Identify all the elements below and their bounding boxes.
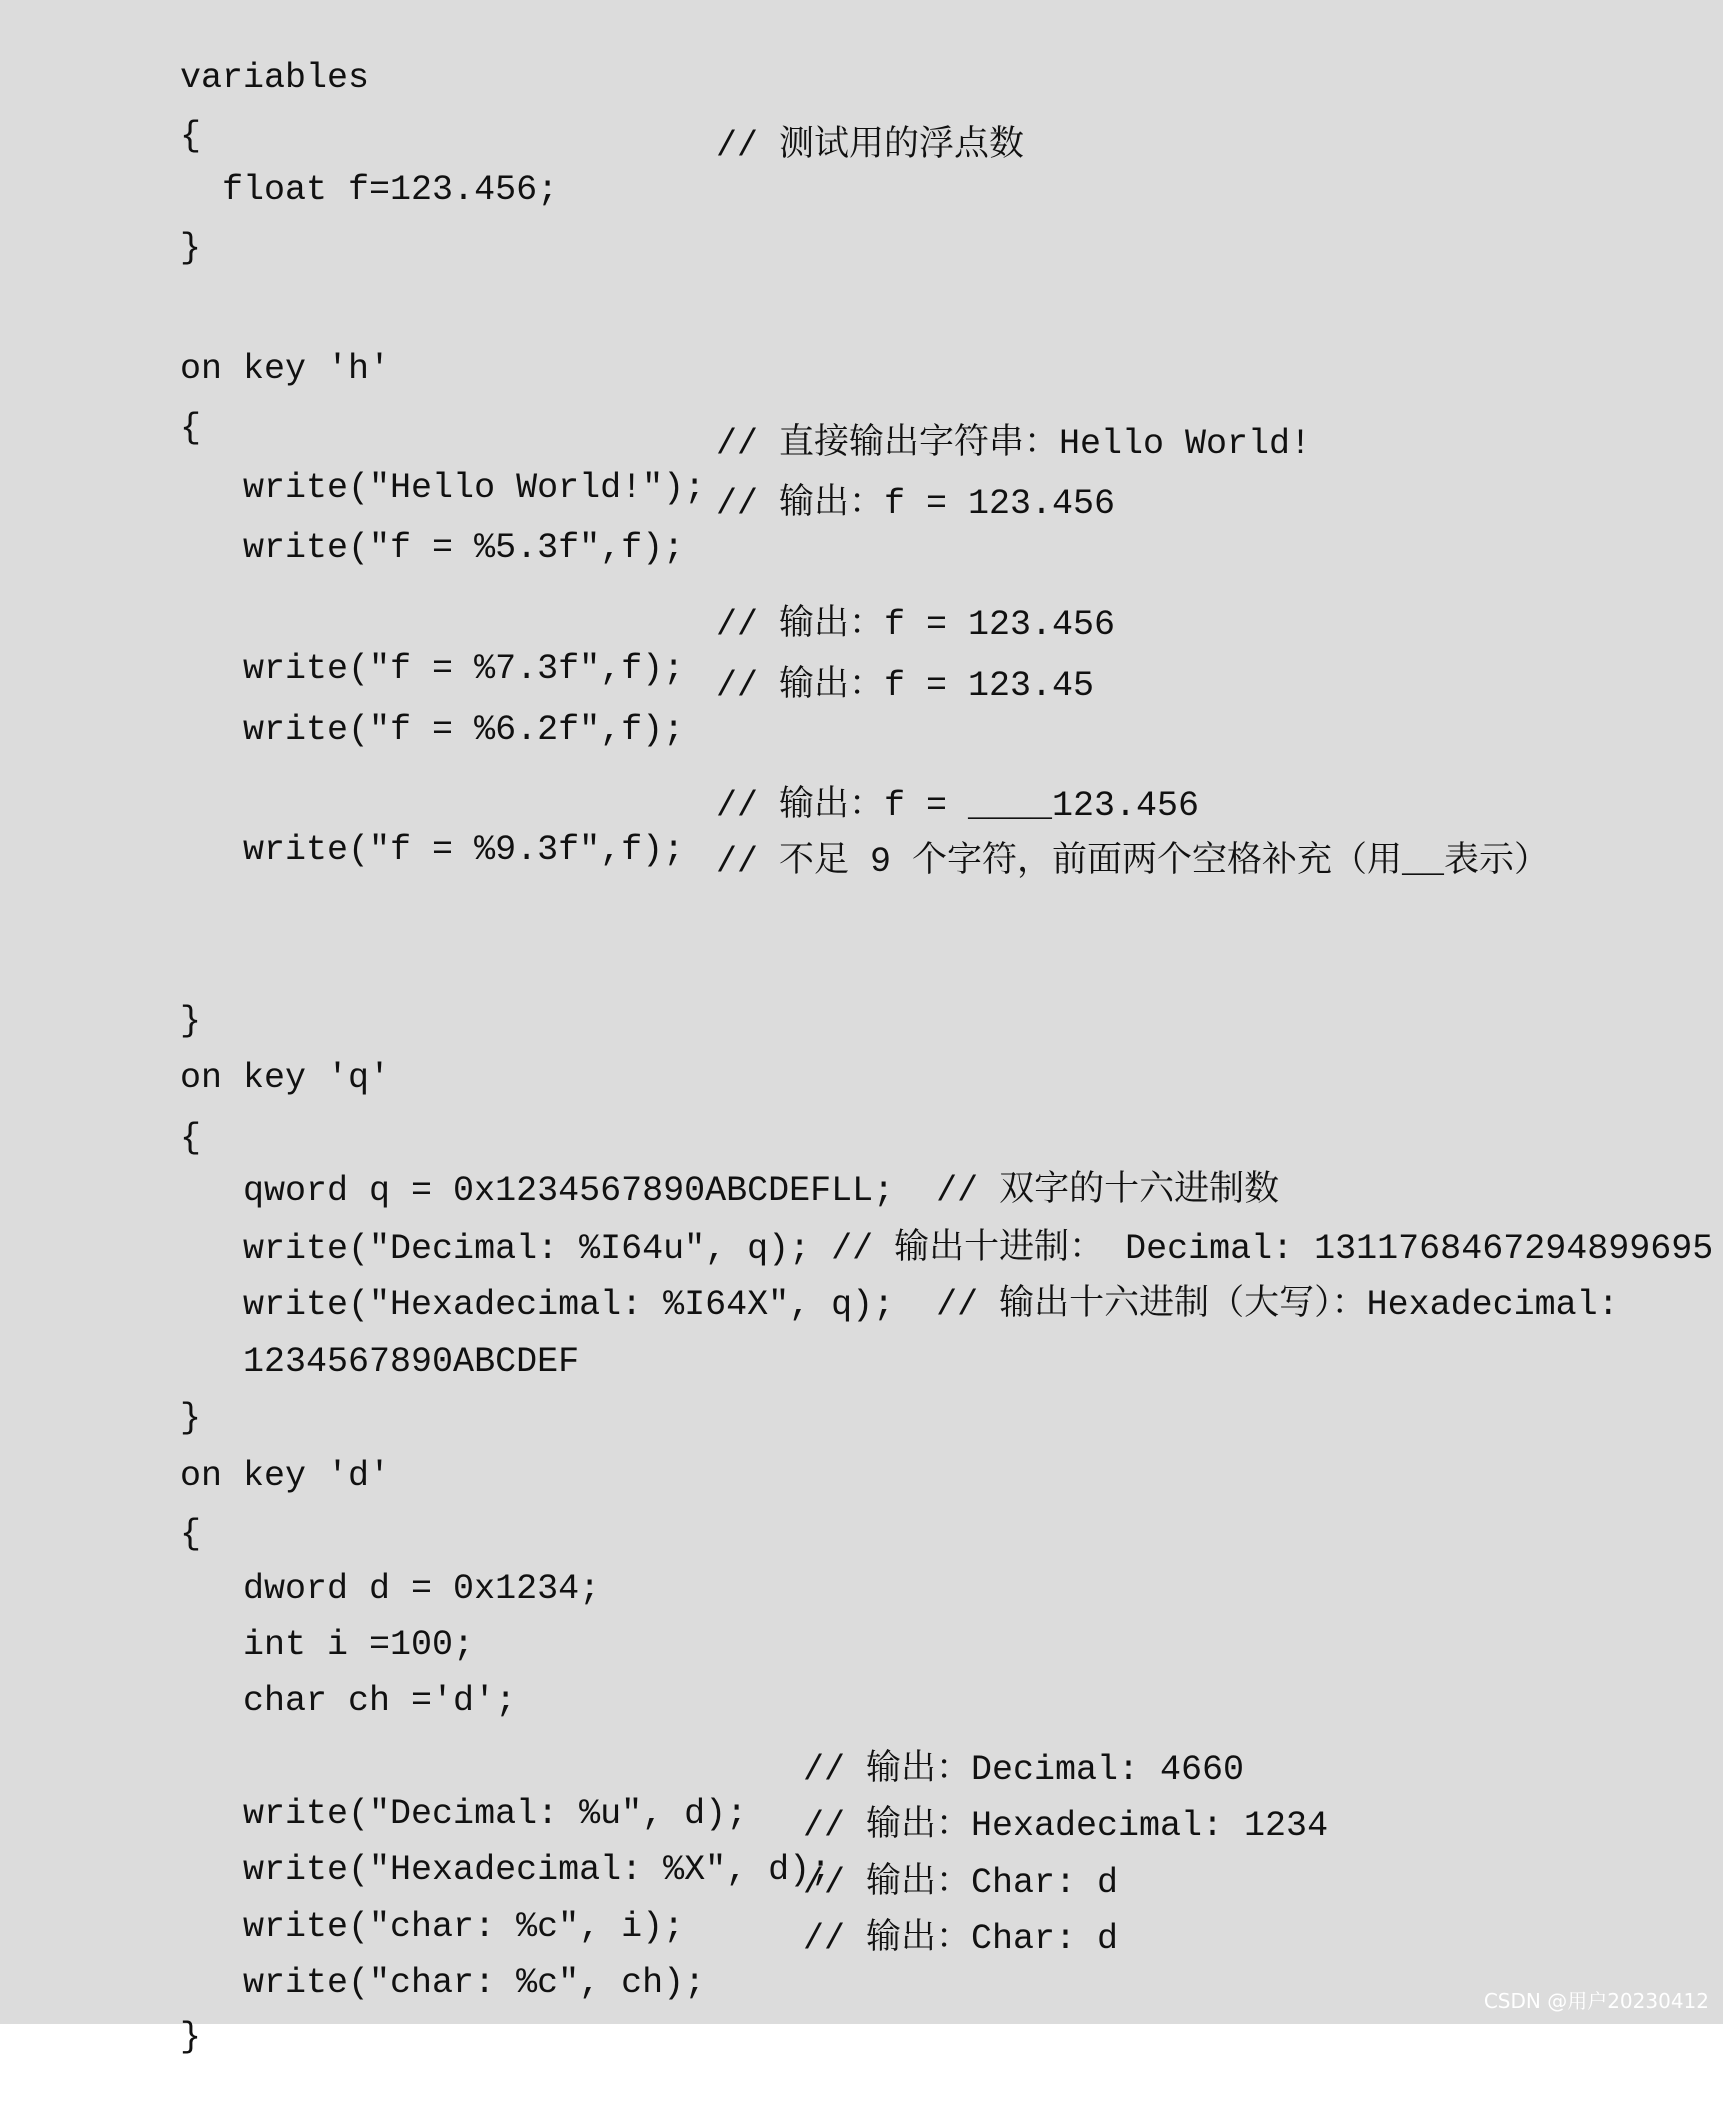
code-text: 1234567890ABCDEF xyxy=(180,1342,580,1382)
code-text: write("Hexadecimal: %X", d); xyxy=(180,1850,832,1890)
code-text: } xyxy=(180,2017,202,2057)
code-text: } xyxy=(180,228,202,268)
code-text: qword q = 0x1234567890ABCDEFLL; // 双字的十六进制数 xyxy=(180,1171,1280,1211)
code-text: write("f = %9.3f",f); xyxy=(180,830,685,870)
code-text: write("Hello World!"); xyxy=(180,468,706,508)
code-line xyxy=(96,182,201,314)
code-text: on key 'h' xyxy=(180,349,391,389)
code-text: { xyxy=(180,408,202,448)
code-text: write("Decimal: %I64u", q); // 输出十进制： Decimal: 1311768467294899695 xyxy=(180,1229,1714,1269)
code-text: write("f = %7.3f",f); xyxy=(180,649,685,689)
code-text: write("f = %5.3f",f); xyxy=(180,528,685,568)
code-comment: // 不足 9 个字符，前面两个空格补充（用__表示） xyxy=(716,842,1550,882)
code-text: } xyxy=(180,1001,202,1041)
code-text: { xyxy=(180,116,202,156)
code-text: char ch ='d'; xyxy=(180,1681,517,1721)
code-text: { xyxy=(180,1118,202,1158)
code-text: on key 'q' xyxy=(180,1058,391,1098)
code-text: write("char: %c", ch); xyxy=(180,1963,706,2003)
code-comment: // 输出：Char: d xyxy=(803,1919,1119,1959)
code-text: on key 'd' xyxy=(180,1456,391,1496)
code-text: write("Hexadecimal: %I64X", q); // 输出十六进制（大写）：Hexadecimal: xyxy=(180,1285,1619,1325)
code-text: write("char: %c", i); xyxy=(180,1907,685,1947)
code-text: variables xyxy=(180,58,370,98)
code-line xyxy=(96,1917,1696,2093)
code-text: } xyxy=(180,1398,202,1438)
code-comment: // 输出：Hexadecimal: 1234 xyxy=(803,1806,1329,1846)
code-line xyxy=(96,1971,201,2103)
code-comment: // 输出：f = 123.45 xyxy=(716,666,1095,706)
code-text: write("f = %6.2f",f); xyxy=(180,710,685,750)
code-comment: // 直接输出字符串：Hello World! xyxy=(716,424,1312,464)
code-comment: // 输出：f = 123.456 xyxy=(716,484,1116,524)
code-text: int i =100; xyxy=(180,1625,475,1665)
code-comment: // 输出：f = 123.456 xyxy=(716,605,1116,645)
code-line xyxy=(96,124,1696,300)
code-comment: // 输出：Char: d xyxy=(803,1863,1119,1903)
code-comment: // 输出：f = ____123.456 xyxy=(716,786,1200,826)
code-text: write("Decimal: %u", d); xyxy=(180,1794,748,1834)
watermark: CSDN @用户20230412 xyxy=(1483,1989,1709,2013)
code-text: { xyxy=(180,1514,202,1554)
code-text: dword d = 0x1234; xyxy=(180,1569,601,1609)
code-line xyxy=(96,840,1696,1016)
code-comment: // 输出：Decimal: 4660 xyxy=(803,1750,1245,1790)
code-text: float f=123.456; xyxy=(180,170,559,210)
code-comment: // 测试用的浮点数 xyxy=(716,126,1025,166)
